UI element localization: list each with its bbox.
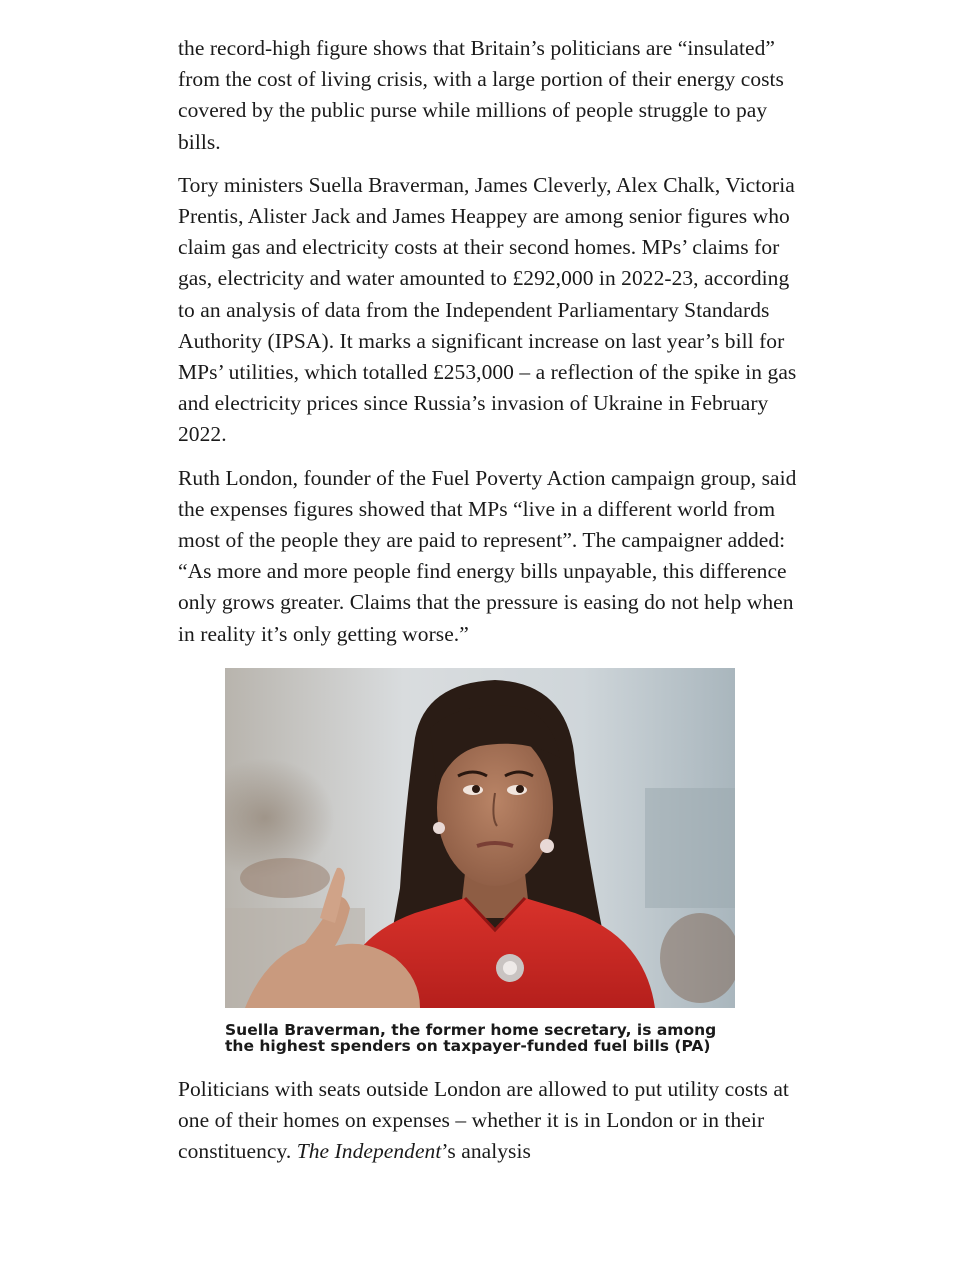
article-paragraph: the record-high figure shows that Britain’s politicians are “insulated” from the cost of living crisis, with a large portion of their energy costs covered by the public purse while millions of people struggle to pay bills. [178,36,784,154]
article-body [178,33,798,1179]
article-paragraph: Ruth London, founder of the Fuel Poverty Action campaign group, said the expenses figures showed that MPs “live in a different world from most of the people they are paid to represent”. The campaigner added: “As more and more people find energy bills unpayable, this difference only grows greater. Claims that the pressure is easing do not help when in reality it’s only getting worse.” [178,465,797,646]
photo-caption: Suella Braverman, the former home secretary, is among the highest spenders on taxpayer-funded fuel bills (PA) [225,1020,717,1055]
article-photo [225,668,735,1008]
paragraph-text: ’s analysis [441,1139,531,1164]
paragraph-text: Politicians with seats outside London are allowed to put utility costs at one of their homes on expenses – whether it is in London or in their constituency. [178,1076,789,1164]
article-paragraph: Tory ministers Suella Braverman, James Cleverly, Alex Chalk, Victoria Prentis, Alister Jack and James Heappey are among senior figures who claim gas and electricity costs at their second homes. MPs’ claims for gas, electricity and water amounted to £292,000 in 2022-23, according to an analysis of data from the Independent Parliamentary Standards Authority (IPSA). It marks a significant increase on last year’s bill for MPs’ utilities, which totalled £253,000 – a reflection of the spike in gas and electricity prices since Russia’s invasion of Ukraine in February 2022. [178,172,797,447]
article-figure [225,668,735,1054]
article-paragraph [178,1074,798,1168]
publication-name: The Independent [296,1139,442,1164]
